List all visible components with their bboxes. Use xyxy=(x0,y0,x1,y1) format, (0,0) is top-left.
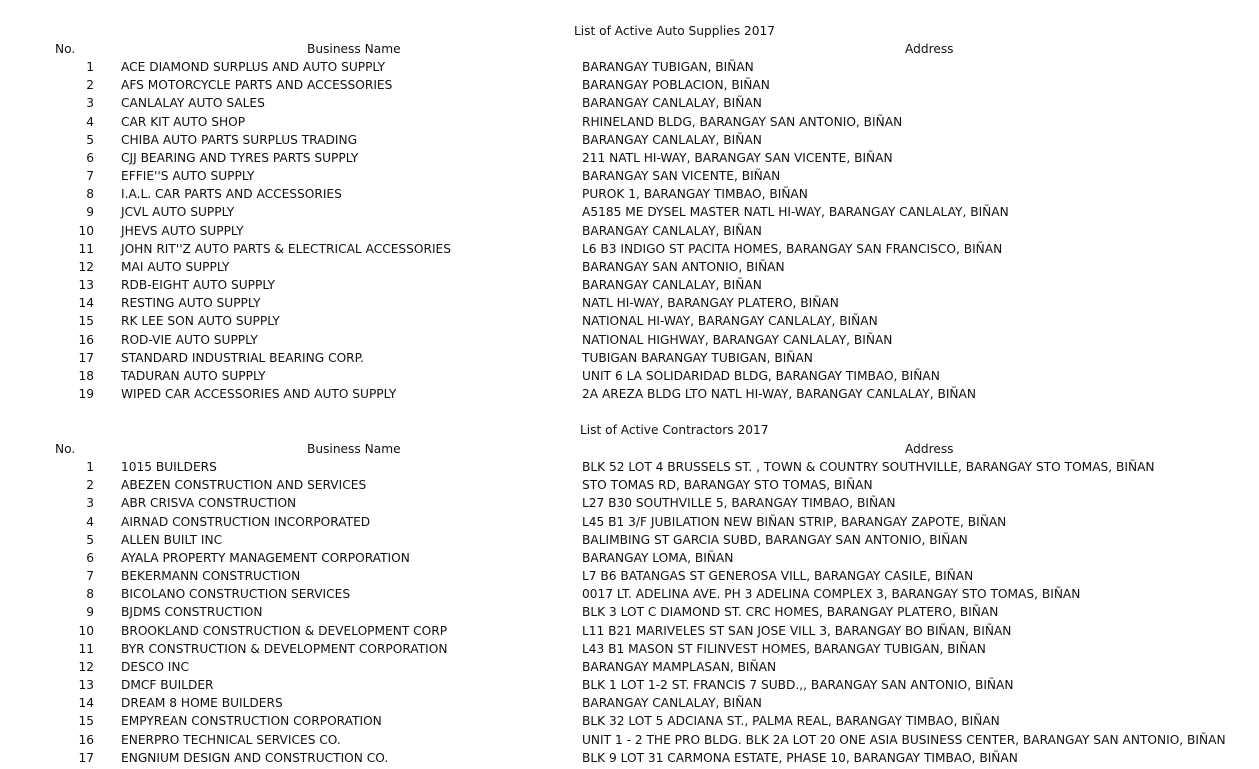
business-name: JHEVS AUTO SUPPLY xyxy=(121,223,244,238)
row-number: 3 xyxy=(86,496,94,511)
business-name: I.A.L. CAR PARTS AND ACCESSORIES xyxy=(121,187,342,202)
business-name: CJJ BEARING AND TYRES PARTS SUPPLY xyxy=(121,150,359,165)
row-number: 13 xyxy=(78,278,94,293)
table-row xyxy=(0,660,1259,678)
row-number: 11 xyxy=(78,641,94,656)
business-name: BICOLANO CONSTRUCTION SERVICES xyxy=(121,587,351,602)
business-name: RDB-EIGHT AUTO SUPPLY xyxy=(121,278,275,293)
address: BLK 32 LOT 5 ADCIANA ST., PALMA REAL, BARANGAY TIMBAO, BIÑAN xyxy=(582,714,1000,729)
address: BARANGAY POBLACION, BIÑAN xyxy=(582,78,770,93)
business-name: CHIBA AUTO PARTS SURPLUS TRADING xyxy=(121,132,358,147)
business-name: ROD-VIE AUTO SUPPLY xyxy=(121,332,258,347)
business-name: AFS MOTORCYCLE PARTS AND ACCESSORIES xyxy=(121,78,393,93)
address: 0017 LT. ADELINA AVE. PH 3 ADELINA COMPLEX 3, BARANGAY STO TOMAS, BIÑAN xyxy=(582,587,1081,602)
table-row xyxy=(0,678,1259,696)
column-header-no: No. xyxy=(55,42,76,56)
address: BLK 1 LOT 1-2 ST. FRANCIS 7 SUBD.,, BARANGAY SAN ANTONIO, BIÑAN xyxy=(582,678,1014,693)
business-name: RK LEE SON AUTO SUPPLY xyxy=(121,314,280,329)
row-number: 10 xyxy=(78,223,94,238)
table-row xyxy=(0,569,1259,587)
business-name: ACE DIAMOND SURPLUS AND AUTO SUPPLY xyxy=(121,60,386,74)
business-name: EMPYREAN CONSTRUCTION CORPORATION xyxy=(121,714,382,729)
address: NATIONAL HI-WAY, BARANGAY CANLALAY, BIÑAN xyxy=(582,314,878,329)
address: PUROK 1, BARANGAY TIMBAO, BIÑAN xyxy=(582,187,808,202)
address: BARANGAY CANLALAY, BIÑAN xyxy=(582,278,762,293)
address: BARANGAY TUBIGAN, BIÑAN xyxy=(582,60,754,74)
row-number: 9 xyxy=(86,205,94,220)
business-name: DESCO INC xyxy=(121,659,190,674)
row-number: 2 xyxy=(86,478,94,493)
business-name: 1015 BUILDERS xyxy=(121,460,217,474)
table-row xyxy=(0,515,1259,533)
row-number: 9 xyxy=(86,605,94,620)
row-number: 2 xyxy=(86,78,94,93)
address: NATL HI-WAY, BARANGAY PLATERO, BIÑAN xyxy=(582,296,839,311)
business-name: AIRNAD CONSTRUCTION INCORPORATED xyxy=(121,514,371,529)
table-row xyxy=(0,496,1259,514)
address: L7 B6 BATANGAS ST GENEROSA VILL, BARANGAY CASILE, BIÑAN xyxy=(582,569,974,584)
address: BLK 9 LOT 31 CARMONA ESTATE, PHASE 10, BARANGAY TIMBAO, BIÑAN xyxy=(582,750,1018,765)
business-name: JCVL AUTO SUPPLY xyxy=(121,205,235,220)
column-header-business-name: Business Name xyxy=(307,442,401,456)
address: BARANGAY CANLALAY, BIÑAN xyxy=(582,223,762,238)
business-name: JOHN RIT''Z AUTO PARTS & ELECTRICAL ACCESSORIES xyxy=(121,241,451,256)
row-number: 16 xyxy=(78,332,94,347)
row-number: 7 xyxy=(86,169,94,184)
business-name: BJDMS CONSTRUCTION xyxy=(121,605,263,620)
row-number: 18 xyxy=(78,368,94,383)
address: BARANGAY SAN ANTONIO, BIÑAN xyxy=(582,259,785,274)
address: BALIMBING ST GARCIA SUBD, BARANGAY SAN ANTONIO, BIÑAN xyxy=(582,532,968,547)
row-number: 1 xyxy=(86,460,94,474)
table-row xyxy=(0,551,1259,569)
business-name: DMCF BUILDER xyxy=(121,678,214,693)
table-row xyxy=(0,696,1259,714)
row-number: 8 xyxy=(86,587,94,602)
address: BARANGAY SAN VICENTE, BIÑAN xyxy=(582,169,781,184)
row-number: 4 xyxy=(86,514,94,529)
row-number: 7 xyxy=(86,569,94,584)
table-row xyxy=(0,733,1259,751)
row-number: 5 xyxy=(86,532,94,547)
table-row xyxy=(0,624,1259,642)
business-name: BROOKLAND CONSTRUCTION & DEVELOPMENT CORP xyxy=(121,623,448,638)
address: BARANGAY CANLALAY, BIÑAN xyxy=(582,96,762,111)
row-number: 15 xyxy=(78,314,94,329)
address: L27 B30 SOUTHVILLE 5, BARANGAY TIMBAO, BIÑAN xyxy=(582,496,896,511)
row-number: 12 xyxy=(78,259,94,274)
business-name: DREAM 8 HOME BUILDERS xyxy=(121,696,283,711)
row-number: 14 xyxy=(78,296,94,311)
row-number: 3 xyxy=(86,96,94,111)
address: UNIT 1 - 2 THE PRO BLDG. BLK 2A LOT 20 ONE ASIA BUSINESS CENTER, BARANGAY SAN ANTONIO, BIÑAN xyxy=(582,732,1226,747)
business-name: ENGNIUM DESIGN AND CONSTRUCTION CO. xyxy=(121,750,389,765)
business-name: ABR CRISVA CONSTRUCTION xyxy=(121,496,297,511)
row-number: 14 xyxy=(78,696,94,711)
business-name: STANDARD INDUSTRIAL BEARING CORP. xyxy=(121,350,364,365)
address: BARANGAY CANLALAY, BIÑAN xyxy=(582,696,762,711)
business-name: TADURAN AUTO SUPPLY xyxy=(121,368,266,383)
table-row xyxy=(0,587,1259,605)
column-header-address: Address xyxy=(905,42,954,56)
table-row xyxy=(0,533,1259,551)
address: BARANGAY CANLALAY, BIÑAN xyxy=(582,132,762,147)
address: L11 B21 MARIVELES ST SAN JOSE VILL 3, BARANGAY BO BIÑAN, BIÑAN xyxy=(582,623,1012,638)
table-row xyxy=(0,751,1259,769)
business-name: AYALA PROPERTY MANAGEMENT CORPORATION xyxy=(121,550,410,565)
table-row xyxy=(0,478,1259,496)
address: 2A AREZA BLDG LTO NATL HI-WAY, BARANGAY CANLALAY, BIÑAN xyxy=(582,387,976,402)
row-number: 10 xyxy=(78,623,94,638)
business-name: WIPED CAR ACCESSORIES AND AUTO SUPPLY xyxy=(121,387,397,402)
address: TUBIGAN BARANGAY TUBIGAN, BIÑAN xyxy=(582,350,813,365)
business-name: RESTING AUTO SUPPLY xyxy=(121,296,261,311)
row-number: 6 xyxy=(86,550,94,565)
address: A5185 ME DYSEL MASTER NATL HI-WAY, BARANGAY CANLALAY, BIÑAN xyxy=(582,205,1009,220)
column-header-no: No. xyxy=(55,442,76,456)
row-number: 17 xyxy=(78,350,94,365)
address: 211 NATL HI-WAY, BARANGAY SAN VICENTE, BIÑAN xyxy=(582,150,893,165)
row-number: 13 xyxy=(78,678,94,693)
row-number: 1 xyxy=(86,60,94,74)
auto-supplies-title: List of Active Auto Supplies 2017 xyxy=(574,24,775,38)
row-number: 11 xyxy=(78,241,94,256)
table-row xyxy=(0,460,1259,478)
row-number: 15 xyxy=(78,714,94,729)
business-name: CAR KIT AUTO SHOP xyxy=(121,114,246,129)
row-number: 4 xyxy=(86,114,94,129)
business-name: MAI AUTO SUPPLY xyxy=(121,259,230,274)
row-number: 19 xyxy=(78,387,94,402)
address: RHINELAND BLDG, BARANGAY SAN ANTONIO, BIÑAN xyxy=(582,114,903,129)
row-number: 5 xyxy=(86,132,94,147)
business-name: BEKERMANN CONSTRUCTION xyxy=(121,569,301,584)
business-name: ABEZEN CONSTRUCTION AND SERVICES xyxy=(121,478,367,493)
business-name: ENERPRO TECHNICAL SERVICES CO. xyxy=(121,732,341,747)
row-number: 8 xyxy=(86,187,94,202)
address: L45 B1 3/F JUBILATION NEW BIÑAN STRIP, BARANGAY ZAPOTE, BIÑAN xyxy=(582,514,1007,529)
address: BLK 52 LOT 4 BRUSSELS ST. , TOWN & COUNTRY SOUTHVILLE, BARANGAY STO TOMAS, BIÑAN xyxy=(582,460,1155,474)
row-number: 16 xyxy=(78,732,94,747)
business-name: BYR CONSTRUCTION & DEVELOPMENT CORPORATION xyxy=(121,641,448,656)
address: L6 B3 INDIGO ST PACITA HOMES, BARANGAY SAN FRANCISCO, BIÑAN xyxy=(582,241,1003,256)
contractors-title: List of Active Contractors 2017 xyxy=(580,423,769,437)
address: BLK 3 LOT C DIAMOND ST. CRC HOMES, BARANGAY PLATERO, BIÑAN xyxy=(582,605,999,620)
row-number: 6 xyxy=(86,150,94,165)
business-name: ALLEN BUILT INC xyxy=(121,532,223,547)
row-number: 17 xyxy=(78,750,94,765)
column-header-business-name: Business Name xyxy=(307,42,401,56)
business-name: CANLALAY AUTO SALES xyxy=(121,96,265,111)
table-row xyxy=(0,714,1259,732)
address: UNIT 6 LA SOLIDARIDAD BLDG, BARANGAY TIMBAO, BIÑAN xyxy=(582,368,940,383)
business-name: EFFIE''S AUTO SUPPLY xyxy=(121,169,255,184)
address: STO TOMAS RD, BARANGAY STO TOMAS, BIÑAN xyxy=(582,478,873,493)
column-header-address: Address xyxy=(905,442,954,456)
address: BARANGAY LOMA, BIÑAN xyxy=(582,550,734,565)
table-row xyxy=(0,642,1259,660)
address: L43 B1 MASON ST FILINVEST HOMES, BARANGAY TUBIGAN, BIÑAN xyxy=(582,641,986,656)
address: BARANGAY MAMPLASAN, BIÑAN xyxy=(582,659,777,674)
address: NATIONAL HIGHWAY, BARANGAY CANLALAY, BIÑAN xyxy=(582,332,893,347)
row-number: 12 xyxy=(78,659,94,674)
table-row xyxy=(0,605,1259,623)
